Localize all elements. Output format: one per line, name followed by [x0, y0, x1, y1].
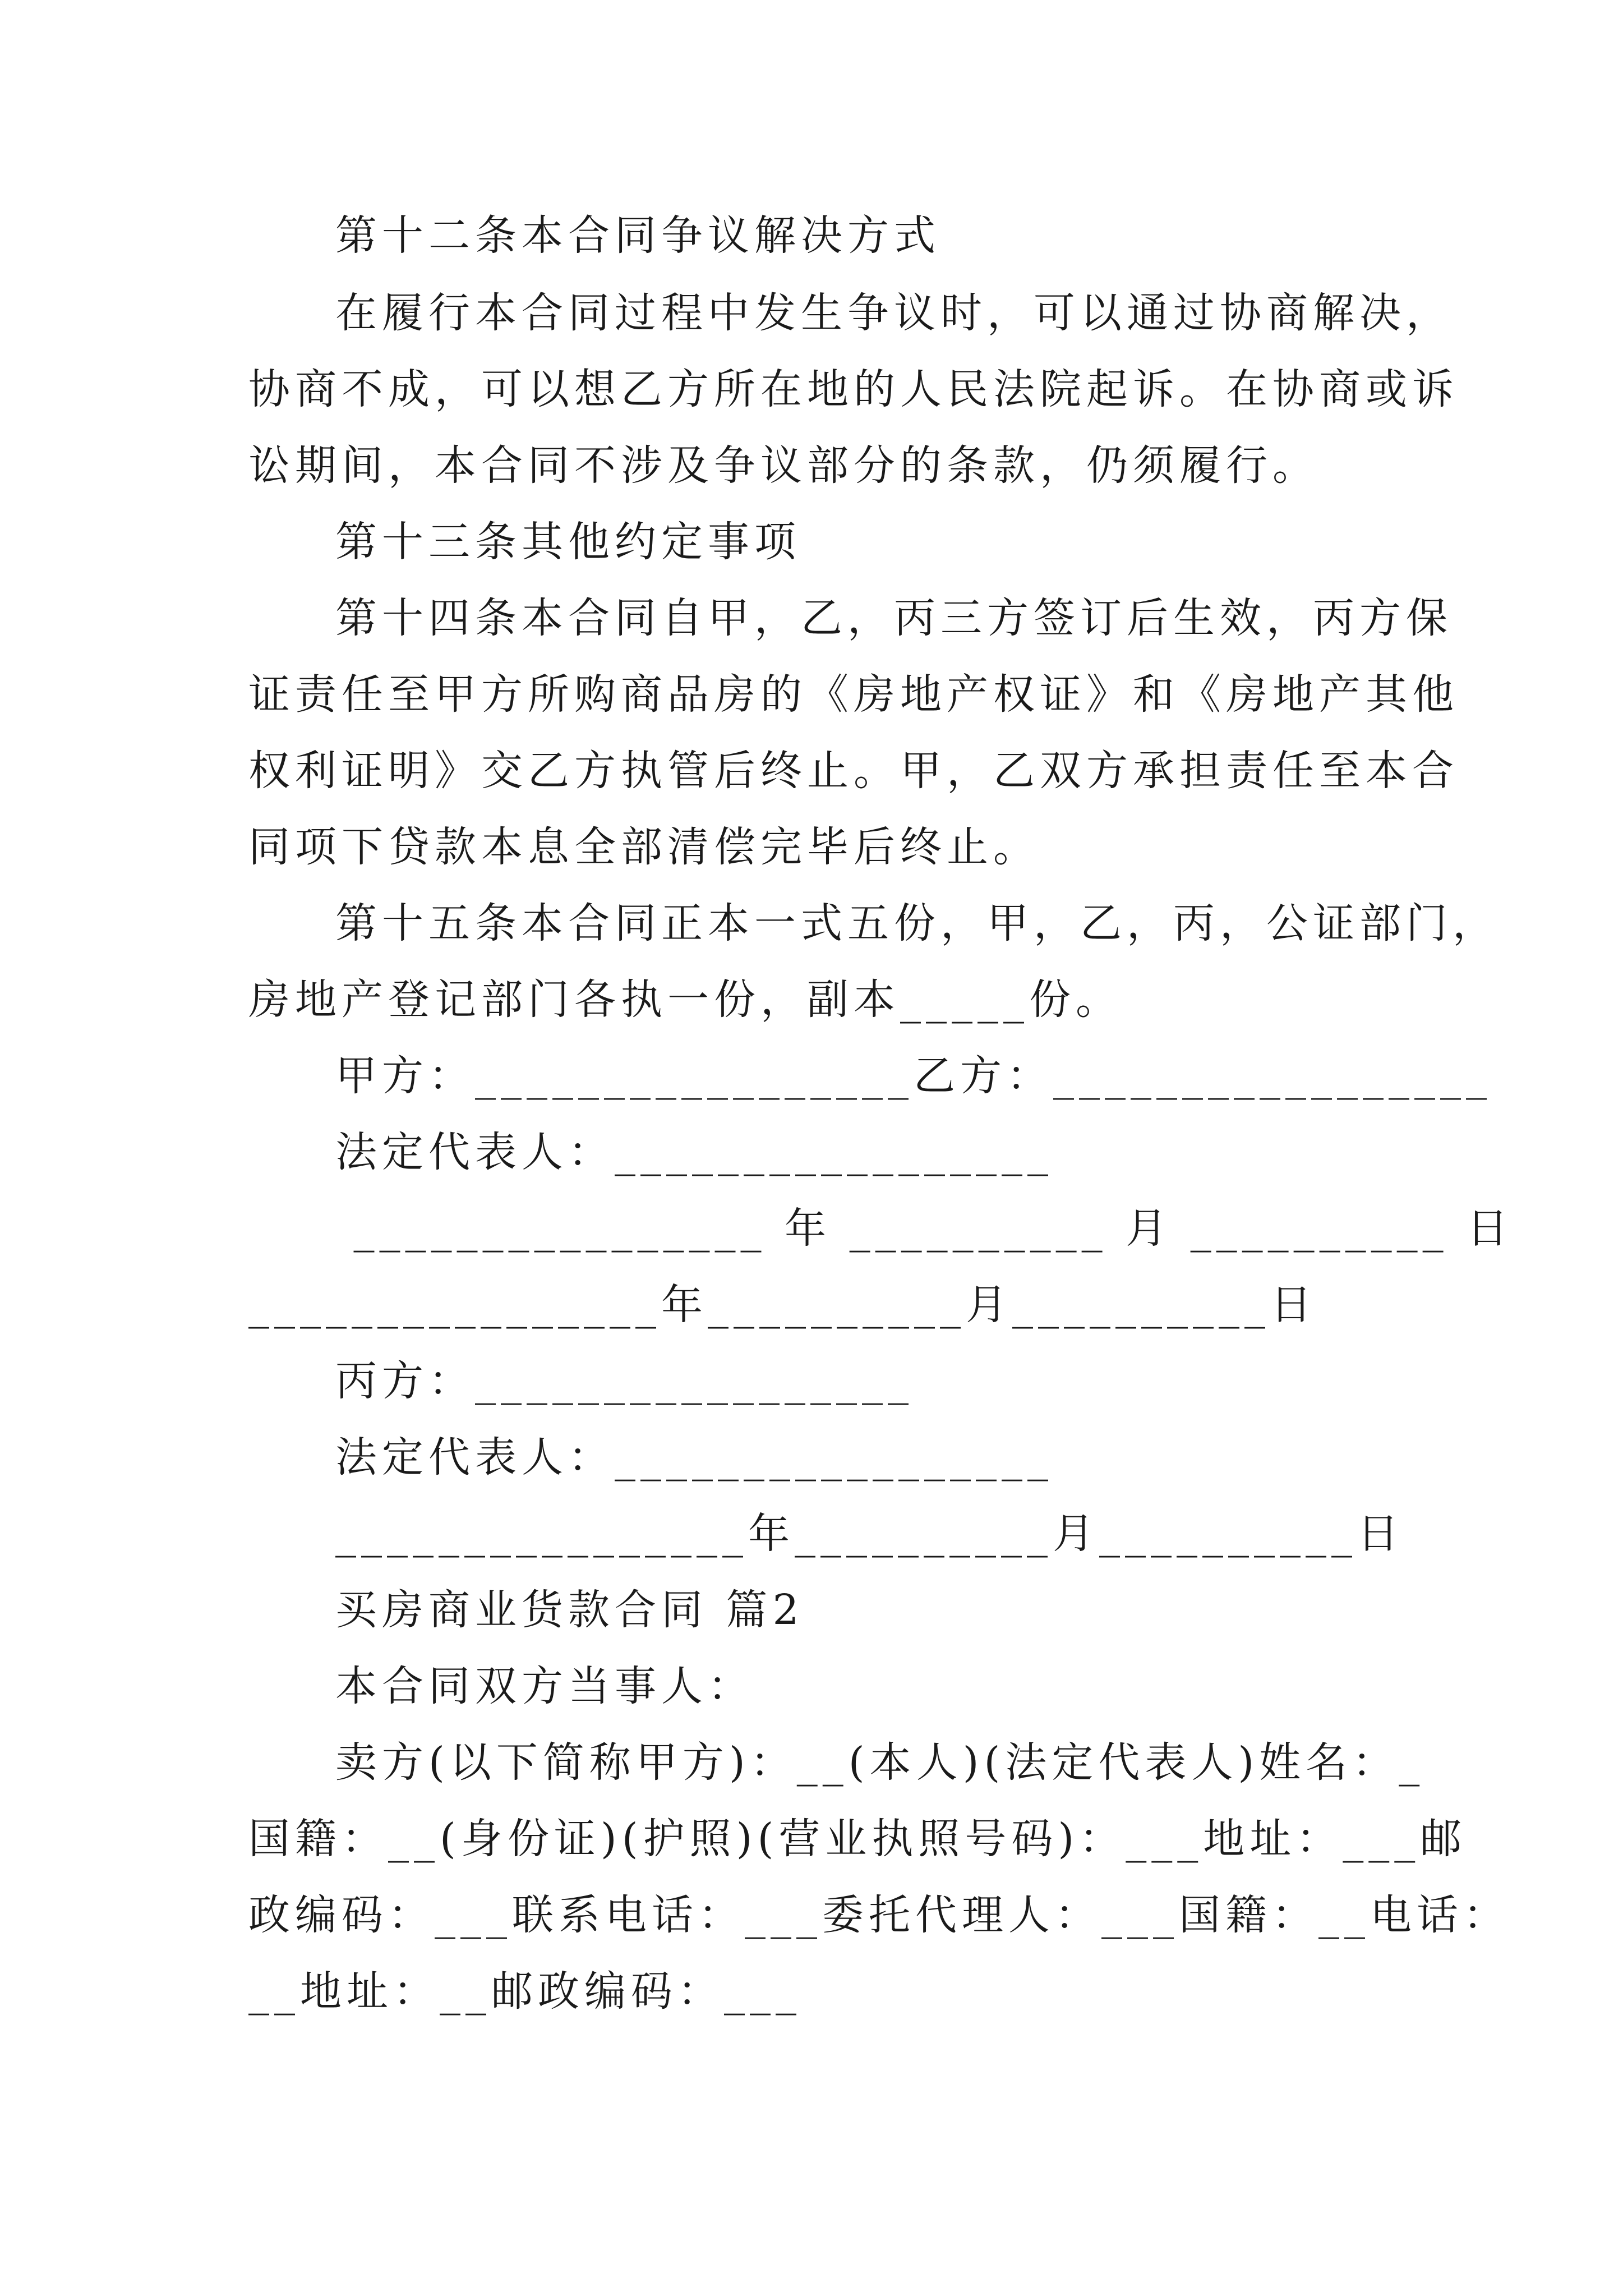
paragraph-line: 国籍：__(身份证)(护照)(营业执照号码)：___地址：___邮: [248, 1815, 1467, 1863]
section-title: 买房商业货款合同 篇2: [335, 1586, 804, 1634]
article-13-heading: 第十三条其他约定事项: [335, 518, 801, 566]
signature-line-legal-rep: 法定代表人：_________________: [335, 1128, 1053, 1176]
date-line: ________________年__________月__________日: [335, 1510, 1404, 1558]
signature-line-party-a-b: 甲方：_________________乙方：_________________: [335, 1052, 1492, 1100]
paragraph-line: 同项下贷款本息全部清偿完毕后终止。: [248, 823, 1040, 871]
signature-line-party-c: 丙方：_________________: [335, 1357, 914, 1405]
paragraph-line: __地址：__邮政编码：___: [248, 1967, 801, 2016]
paragraph-line: 政编码：___联系电话：___委托代理人：___国籍：__电话：: [248, 1891, 1510, 1939]
paragraph-line: 第十五条本合同正本一式五份，甲，乙，丙，公证部门，: [335, 899, 1499, 947]
paragraph-line: 证责任至甲方所购商品房的《房地产权证》和《房地产其他: [248, 670, 1459, 719]
date-line: ________________ 年 __________ 月 __________ 日: [335, 1204, 1514, 1253]
paragraph-line: 协商不成，可以想乙方所在地的人民法院起诉。在协商或诉: [248, 365, 1459, 413]
article-12-heading: 第十二条本合同争议解决方式: [335, 211, 940, 260]
paragraph-line: 本合同双方当事人：: [335, 1662, 754, 1710]
paragraph-line: 在履行本合同过程中发生争议时，可以通过协商解决，: [335, 289, 1453, 337]
signature-line-legal-rep: 法定代表人：_________________: [335, 1433, 1053, 1481]
paragraph-line: 第十四条本合同自甲，乙，丙三方签订后生效，丙方保: [335, 594, 1453, 642]
paragraph-line: 卖方(以下简称甲方)：__(本人)(法定代表人)姓名：_: [335, 1738, 1425, 1787]
date-line: ________________年__________月__________日: [248, 1281, 1317, 1329]
paragraph-line: 权利证明》交乙方执管后终止。甲，乙双方承担责任至本合: [248, 747, 1459, 795]
paragraph-line: 讼期间，本合同不涉及争议部分的条款，仍须履行。: [248, 441, 1319, 490]
paragraph-line: 房地产登记部门各执一份，副本_____份。: [248, 976, 1122, 1024]
